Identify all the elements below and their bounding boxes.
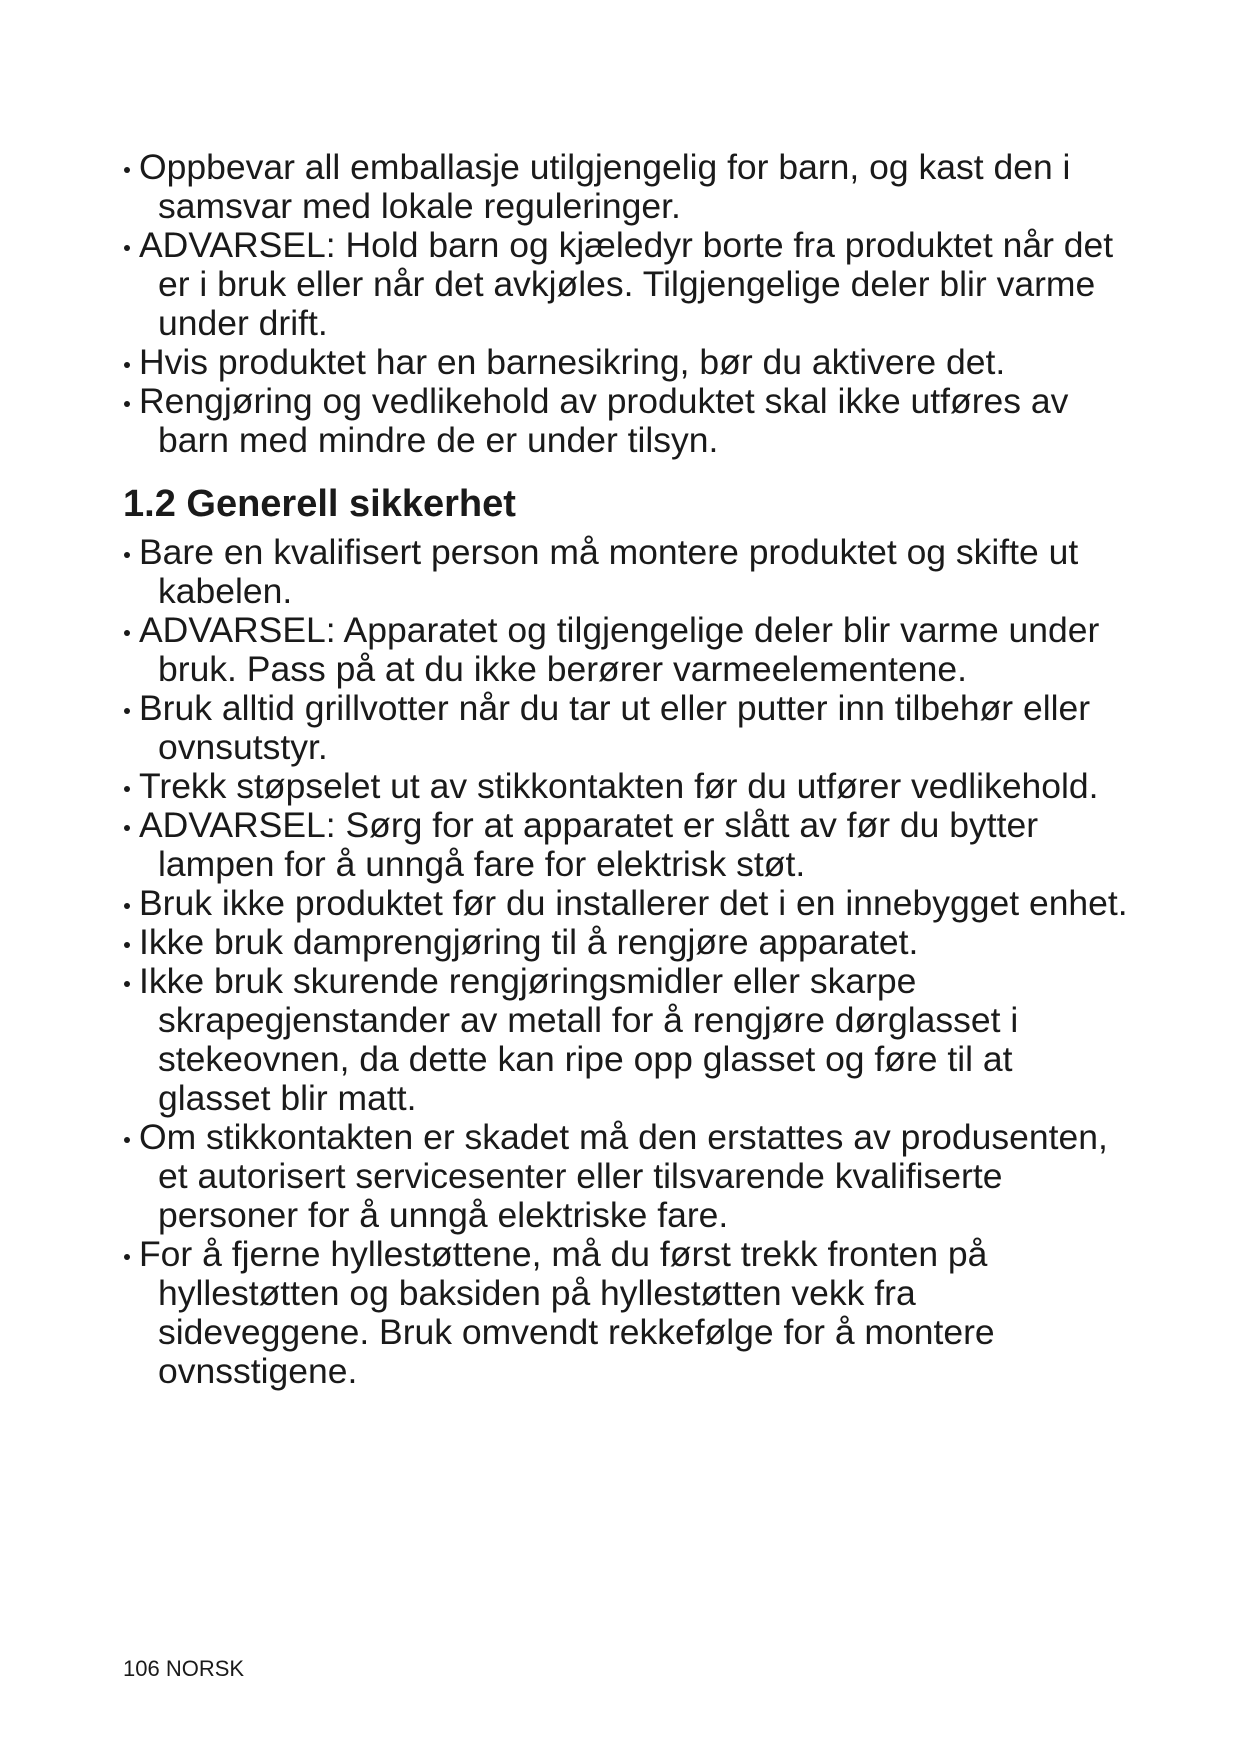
bullet-icon: [124, 552, 130, 558]
safety-bullet-list: [123, 533, 1133, 1391]
list-item-text: Bruk alltid grillvotter når du tar ut eller putter inn tilbehør eller ovnsutstyr.: [139, 688, 1091, 767]
bullet-icon: [124, 1254, 130, 1260]
list-item: [123, 884, 1133, 923]
list-item: [123, 382, 1133, 460]
bullet-icon: [124, 942, 130, 948]
list-item: [123, 148, 1133, 226]
list-item-text: Om stikkontakten er skadet må den erstattes av produsenten, et autorisert servicesenter eller tilsvarende kvalifiserte personer for å unngå elektriske fare.: [139, 1117, 1108, 1235]
bullet-icon: [124, 981, 130, 987]
bullet-icon: [124, 786, 130, 792]
page-content: [123, 148, 1133, 1391]
list-item-text: Trekk støpselet ut av stikkontakten før du utfører vedlikehold.: [139, 766, 1099, 806]
list-item: [123, 533, 1133, 611]
list-item: [123, 343, 1133, 382]
list-item-text: ADVARSEL: Apparatet og tilgjengelige deler blir varme under bruk. Pass på at du ikke berører varmeelementene.: [139, 610, 1100, 689]
list-item-text: Rengjøring og vedlikehold av produktet skal ikke utføres av barn med mindre de er under tilsyn.: [139, 381, 1069, 460]
bullet-icon: [124, 630, 130, 636]
list-item-text: ADVARSEL: Sørg for at apparatet er slått av før du bytter lampen for å unngå fare for elektrisk støt.: [139, 805, 1039, 884]
list-item: [123, 611, 1133, 689]
list-item-text: Ikke bruk skurende rengjøringsmidler eller skarpe skrapegjenstander av metall for å rengjøre dørglasset i stekeovnen, da dette kan ripe opp glasset og føre til at glasset blir matt.: [139, 961, 1019, 1118]
list-item: [123, 689, 1133, 767]
bullet-icon: [124, 401, 130, 407]
list-item-text: ADVARSEL: Hold barn og kjæledyr borte fra produktet når det er i bruk eller når det avkjøles. Tilgjengelige deler blir varme under drift.: [139, 225, 1114, 343]
list-item-text: Bare en kvalifisert person må montere produktet og skifte ut kabelen.: [139, 532, 1079, 611]
list-item-text: Hvis produktet har en barnesikring, bør du aktivere det.: [139, 342, 1006, 382]
bullet-icon: [124, 825, 130, 831]
bullet-icon: [124, 1137, 130, 1143]
list-item-text: Ikke bruk damprengjøring til å rengjøre apparatet.: [139, 922, 919, 962]
list-item: [123, 806, 1133, 884]
list-item-text: Oppbevar all emballasje utilgjengelig for barn, og kast den i samsvar med lokale reguleringer.: [139, 147, 1071, 226]
bullet-icon: [124, 167, 130, 173]
list-item: [123, 923, 1133, 962]
bullet-icon: [124, 903, 130, 909]
bullet-icon: [124, 245, 130, 251]
list-item-text: Bruk ikke produktet før du installerer det i en innebygget enhet.: [139, 883, 1128, 923]
section-heading: 1.2 Generell sikkerhet: [123, 483, 516, 525]
intro-bullet-list: [123, 148, 1133, 460]
list-item: [123, 1118, 1133, 1235]
list-item: [123, 962, 1133, 1118]
list-item-text: For å fjerne hyllestøttene, må du først trekk fronten på hyllestøtten og baksiden på hyllestøtten vekk fra sideveggene. Bruk omvendt rekkefølge for å montere ovnsstigene.: [139, 1234, 995, 1391]
list-item: [123, 226, 1133, 343]
list-item: [123, 767, 1133, 806]
bullet-icon: [124, 362, 130, 368]
bullet-icon: [124, 708, 130, 714]
page-footer-label: 106 NORSK: [123, 1656, 245, 1681]
list-item: [123, 1235, 1133, 1391]
